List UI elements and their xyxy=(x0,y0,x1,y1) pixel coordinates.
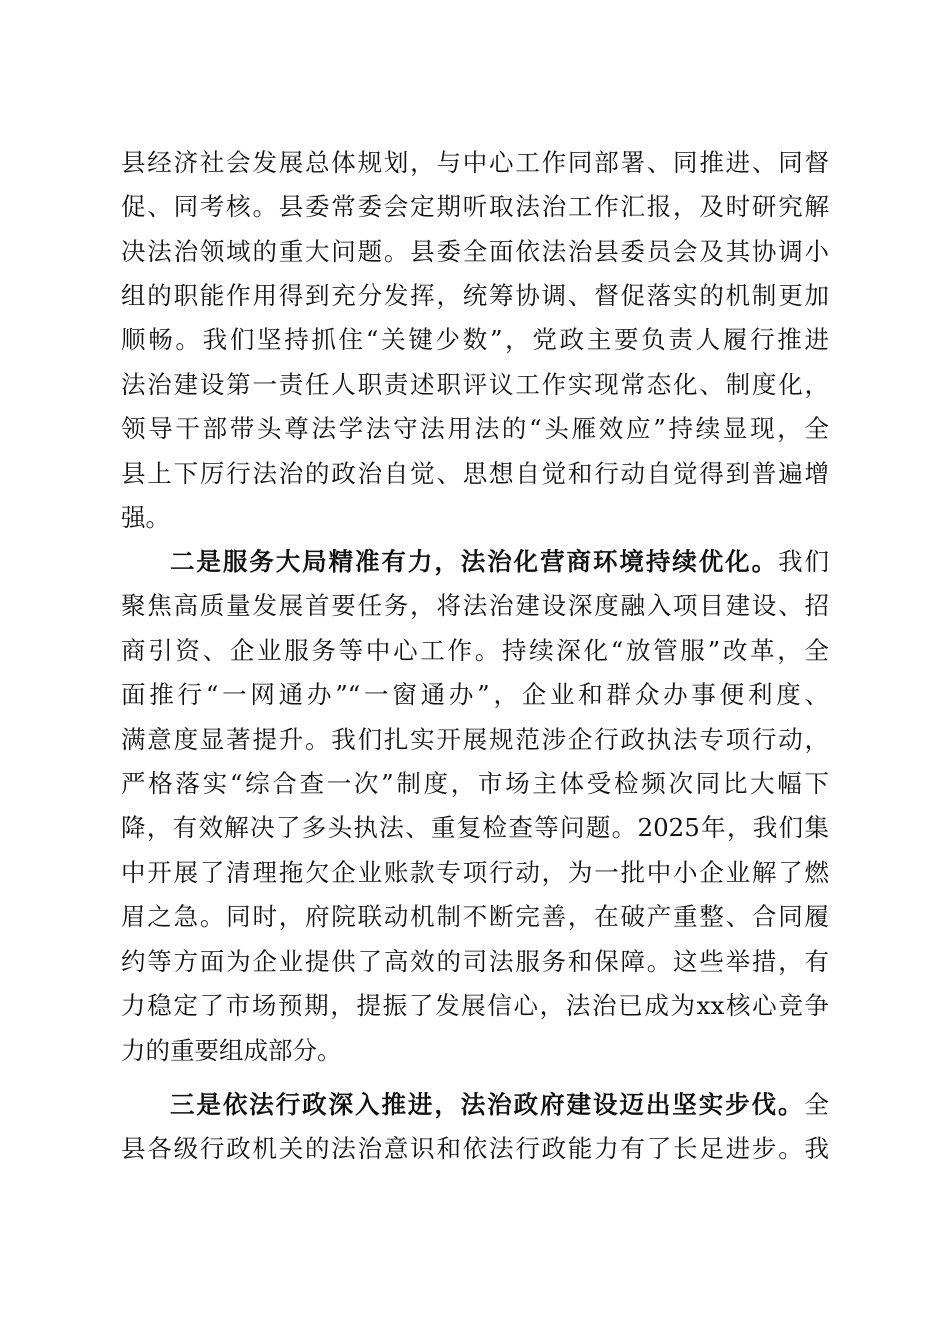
paragraph-2-line-11: 力稳定了市场预期，提振了发展信心，法治已成为xx核心竞争 xyxy=(121,991,829,1020)
paragraph-2-line-6: 严格落实“综合查一次”制度，市场主体受检频次同比大幅下 xyxy=(121,769,829,798)
paragraph-2-first-line-rest: 我们 xyxy=(778,547,829,576)
paragraph-2-line-4: 面推行“一网通办”“一窗通办”，企业和群众办事便利度、 xyxy=(121,680,829,709)
paragraph-1-line-8: 县上下厉行法治的政治自觉、思想自觉和行动自觉得到普遍增 xyxy=(121,459,829,488)
paragraph-1-line-5: 顺畅。我们坚持抓住“关键少数”，党政主要负责人履行推进 xyxy=(121,325,829,354)
paragraph-3-line-2: 县各级行政机关的法治意识和依法行政能力有了长足进步。我 xyxy=(121,1134,829,1163)
paragraph-2-line-9: 眉之急。同时，府院联动机制不断完善，在破产重整、合同履 xyxy=(121,902,829,931)
paragraph-1-line-2: 促、同考核。县委常委会定期听取法治工作汇报，及时研究解 xyxy=(121,192,829,221)
paragraph-2-line-12: 力的重要组成部分。 xyxy=(121,1036,342,1065)
paragraph-1-line-9: 强。 xyxy=(121,503,170,532)
paragraph-1-line-3: 决法治领域的重大问题。县委全面依法治县委员会及其协调小 xyxy=(121,237,829,266)
paragraph-3-first-line-rest: 全 xyxy=(804,1090,829,1119)
paragraph-1-line-7: 领导干部带头尊法学法守法用法的“头雁效应”持续显现，全 xyxy=(121,414,829,443)
paragraph-2-line-8: 中开展了清理拖欠企业账款专项行动，为一批中小企业解了燃 xyxy=(121,858,829,887)
paragraph-2-line-2: 聚焦高质量发展首要任务，将法治建设深度融入项目建设、招 xyxy=(121,591,829,620)
paragraph-2-line-3: 商引资、企业服务等中心工作。持续深化“放管服”改革，全 xyxy=(121,636,829,665)
paragraph-2-line-7: 降，有效解决了多头执法、重复检查等问题。2025年，我们集 xyxy=(121,813,829,842)
paragraph-3-heading: 三是依法行政深入推进，法治政府建设迈出坚实步伐。 xyxy=(170,1090,805,1119)
paragraph-1-line-4: 组的职能作用得到充分发挥，统筹协调、督促落实的机制更加 xyxy=(121,281,829,310)
paragraph-3-first-line xyxy=(170,1085,829,1125)
paragraph-2-line-10: 约等方面为企业提供了高效的司法服务和保障。这些举措，有 xyxy=(121,947,829,976)
paragraph-2-heading: 二是服务大局精准有力，法治化营商环境持续优化。 xyxy=(170,547,779,576)
paragraph-2-first-line xyxy=(170,542,829,582)
paragraph-2-line-5: 满意度显著提升。我们扎实开展规范涉企行政执法专项行动， xyxy=(121,725,829,754)
paragraph-1-line-6: 法治建设第一责任人职责述职评议工作实现常态化、制度化， xyxy=(121,370,829,399)
paragraph-1-line-1: 县经济社会发展总体规划，与中心工作同部署、同推进、同督 xyxy=(121,148,829,177)
